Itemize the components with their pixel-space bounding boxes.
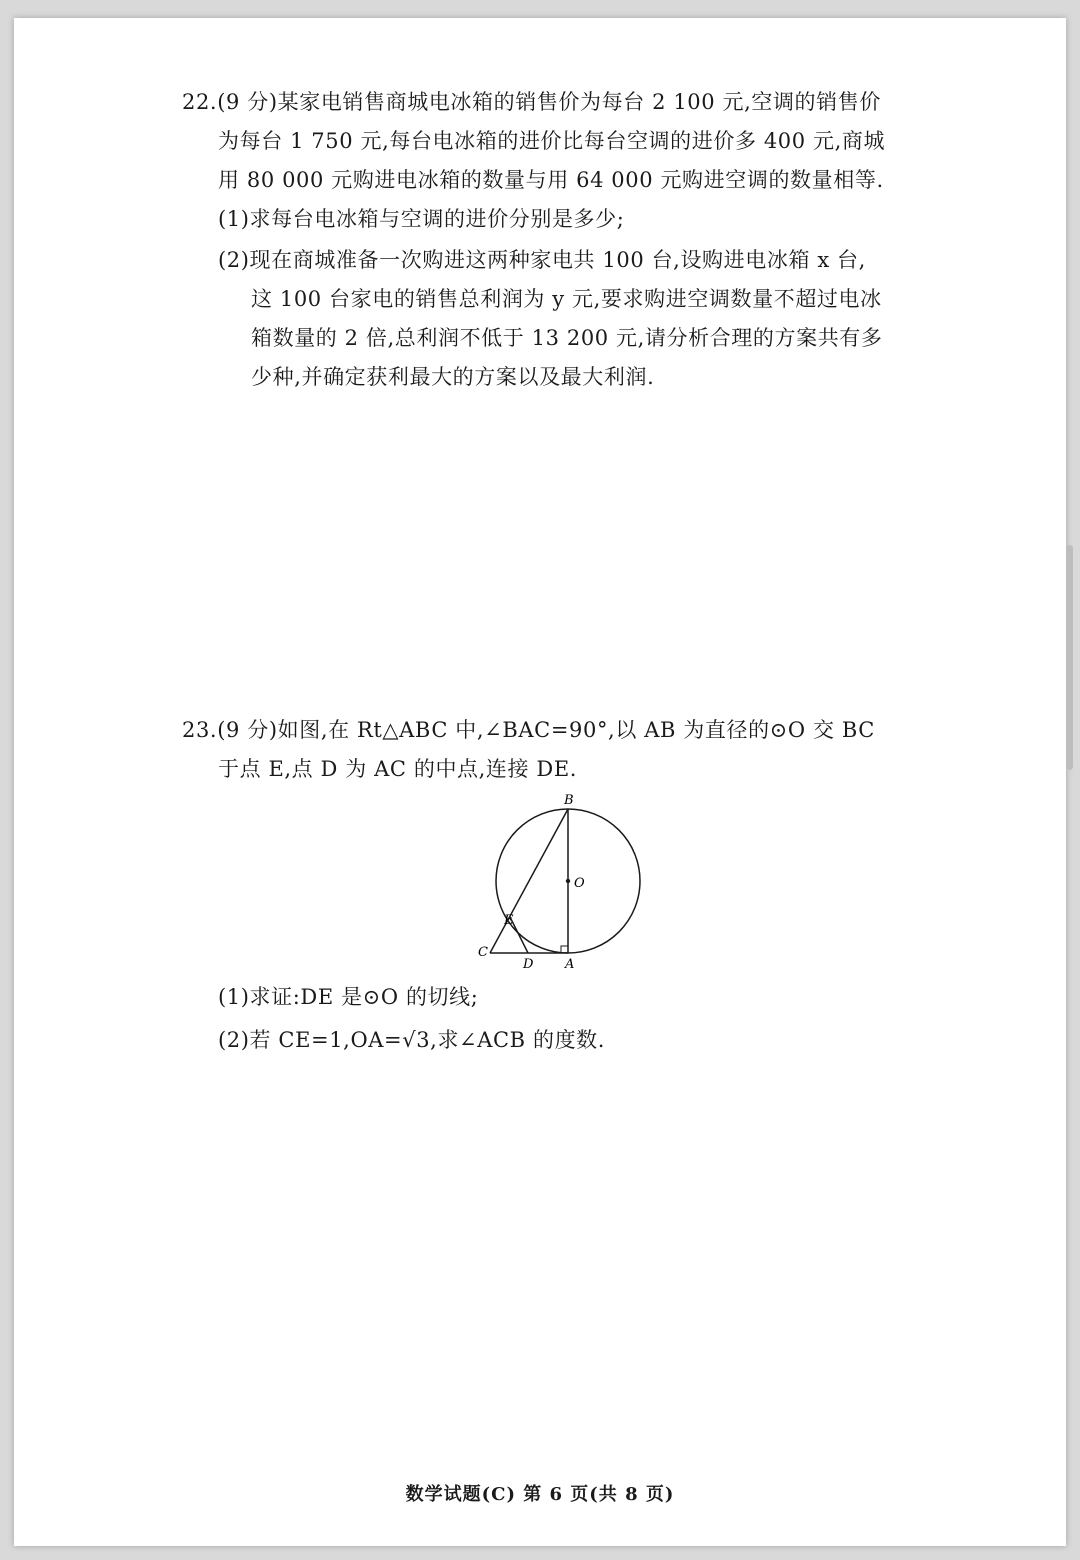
label-b: B [564,793,574,808]
center-point-o [566,879,570,883]
q22-part-2-line-4: 少种,并确定获利最大的方案以及最大利润. [251,365,655,389]
geometry-figure [470,788,660,978]
q23-part-1: (1)求证:DE 是⊙O 的切线; [218,985,479,1009]
scrollbar[interactable] [1066,545,1073,770]
q22-line-2: 为每台 1 750 元,每台电冰箱的进价比每台空调的进价多 400 元,商城 [218,129,886,153]
q22-part-2-line-2: 这 100 台家电的销售总利润为 y 元,要求购进空调数量不超过电冰 [251,287,882,311]
q22-part-1: (1)求每台电冰箱与空调的进价分别是多少; [218,207,625,231]
q23-part-2: (2)若 CE=1,OA=√3,求∠ACB 的度数. [218,1028,606,1052]
label-o: O [574,876,585,891]
label-c: C [478,945,488,960]
exam-page [14,18,1066,1546]
q22-part-2-line-1: (2)现在商城准备一次购进这两种家电共 100 台,设购进电冰箱 x 台, [218,248,866,272]
q22-line-1: 22.(9 分)某家电销售商城电冰箱的销售价为每台 2 100 元,空调的销售价 [182,90,881,114]
segment-bc [490,809,568,953]
label-e: E [504,913,514,928]
q23-line-2: 于点 E,点 D 为 AC 的中点,连接 DE. [218,757,578,781]
label-d: D [523,957,534,972]
right-angle-mark [561,946,568,953]
page-footer: 数学试题(C) 第 6 页(共 8 页) [405,1484,675,1505]
q22-line-3: 用 80 000 元购进电冰箱的数量与用 64 000 元购进空调的数量相等. [218,168,884,192]
q22-part-2-line-3: 箱数量的 2 倍,总利润不低于 13 200 元,请分析合理的方案共有多 [251,326,883,350]
label-a: A [565,957,575,972]
q23-line-1: 23.(9 分)如图,在 Rt△ABC 中,∠BAC=90°,以 AB 为直径的⊙O 交 BC [182,718,875,742]
